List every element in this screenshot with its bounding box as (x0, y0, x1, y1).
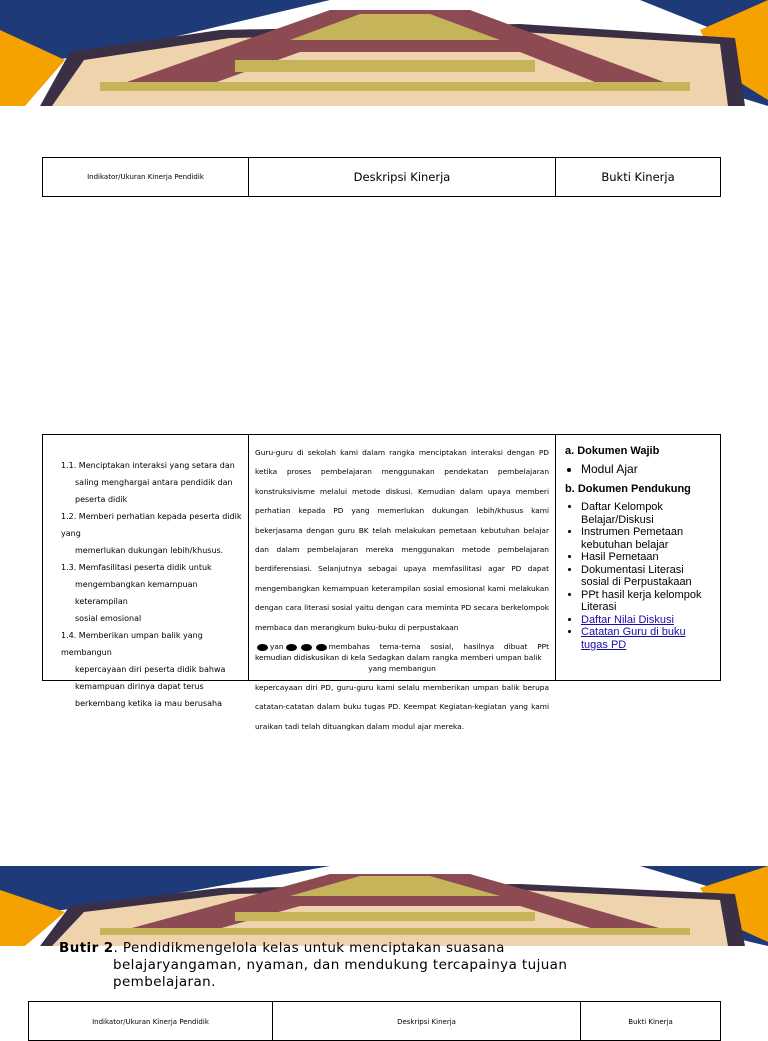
evidence-pendukung-item: • PPt hasil kerja kelompok Literasi (581, 589, 714, 614)
indicator-text-cont: kepercayaan diri peserta didik bahwa (75, 665, 226, 674)
description-fragment: yang membangun (368, 664, 436, 674)
description-paragraph: kepercayaan diri PD, guru-guru kami selalu memberikan umpan balik berupa catatan-catatan dalam buku tugas PD. Keempat Kegiatan-kegiatan yang kami uraikan tadi telah dituangkan dalam modul ajar mereka. (255, 683, 549, 731)
indicator-cell (43, 435, 249, 708)
butir-text: . Pendidikmengelola kelas untuk menciptakan suasana (113, 940, 505, 956)
evidence-link-item (581, 614, 714, 627)
evidence-link-item (581, 626, 714, 651)
indicator-text-cont: kemampuan dirinya dapat terus (75, 682, 204, 691)
banner-letter-a-graphic (0, 866, 768, 946)
indicator-text: 1.4. Memberikan umpan balik yang membangun (61, 631, 203, 657)
indicator-list (61, 457, 242, 712)
description-fragment: membahas tema-tema sosial, hasilnya dibuat PPt kemudian didiskusikan di kela (255, 642, 549, 663)
indicator-text-cont: memerlukan dukungan lebih/khusus. (75, 546, 224, 555)
evidence-list (565, 445, 714, 651)
butir-line (59, 940, 619, 957)
indicator-text-cont: mengembangkan kemampuan keterampilan (75, 580, 198, 606)
evidence-pendukung-title: b. Dokumen Pendukung (565, 483, 691, 495)
butir-line: pembelajaran. (113, 974, 216, 990)
content-table (42, 434, 721, 731)
indicator-text-cont: sosial emosional (75, 614, 142, 623)
ink-blot-icon (257, 644, 268, 651)
header-col-indikator (43, 158, 249, 196)
butir-2-heading (59, 940, 619, 991)
ink-blot-icon (301, 644, 312, 651)
indicator-item (61, 508, 242, 559)
header-col-deskripsi-label: Deskripsi Kinerja (353, 170, 451, 184)
banner-letter-a-graphic (0, 0, 768, 106)
description-fragment: yan (270, 642, 284, 652)
bottom-header-col-indikator (29, 1002, 273, 1040)
header-col-deskripsi (249, 158, 556, 196)
evidence-wajib-list (565, 461, 714, 477)
bottom-header-col-bukti (581, 1002, 720, 1040)
indicator-text: 1.3. Memfasilitasi peserta didik untuk (61, 563, 212, 572)
evidence-pendukung-item: • Daftar Kelompok Belajar/Diskusi (581, 501, 714, 526)
indicator-text: 1.2. Memberi perhatian kepada peserta didik yang (61, 512, 242, 538)
evidence-pendukung-item: • Hasil Pemetaan (581, 551, 714, 564)
bottom-header-col-indikator-label: Indikator/Ukuran Kinerja Pendidik (92, 1018, 209, 1026)
description-paragraph-garbled (255, 641, 549, 674)
bottom-header-col-bukti-label: Bukti Kinerja (628, 1018, 673, 1026)
description-cell (249, 435, 556, 731)
indicator-text: 1.1. Menciptakan interaksi yang setara dan (61, 461, 235, 470)
description-fragment: Seda (368, 653, 387, 663)
indicator-text-cont: saling menghargai antara pendidik dan (75, 478, 233, 487)
header-col-bukti (556, 158, 720, 196)
evidence-pendukung-item: • Dokumentasi Literasi sosial di Perpustakaan (581, 564, 714, 589)
butir-label: Butir 2 (59, 940, 114, 956)
bottom-decorative-banner (0, 866, 768, 946)
indicator-item (61, 457, 242, 508)
ink-blot-icon (286, 644, 297, 651)
evidence-link-nilai-diskusi[interactable]: Daftar Nilai Diskusi (581, 613, 674, 626)
bottom-header-table (28, 1001, 721, 1041)
header-col-indikator-label: Indikator/Ukuran Kinerja Pendidik (87, 173, 204, 181)
evidence-wajib-item: • Modul Ajar (581, 461, 714, 477)
header-table (42, 157, 721, 197)
evidence-cell (556, 435, 720, 680)
indicator-item (61, 559, 242, 627)
evidence-link-catatan-guru[interactable]: Catatan Guru di buku tugas PD (581, 626, 686, 651)
indicator-item (61, 627, 242, 712)
top-decorative-banner (0, 0, 768, 106)
butir-line: belajaryangaman, nyaman, dan mendukung tercapainya tujuan (113, 957, 568, 973)
ink-blot-icon (316, 644, 327, 651)
evidence-wajib-title: a. Dokumen Wajib (565, 445, 660, 457)
evidence-pendukung-item: • Instrumen Pemetaan kebutuhan belajar (581, 526, 714, 551)
indicator-text-cont: berkembang ketika ia mau berusaha (75, 699, 222, 708)
bottom-header-col-deskripsi (273, 1002, 581, 1040)
description-paragraph: Guru-guru di sekolah kami dalam rangka menciptakan interaksi dengan PD ketika proses pembelajaran menggunakan pendekatan pembelajaran konstruksivisme melalui metode diskusi. Kemudian dalam upaya memberi perhatian kepada PD yang memerlukan dukungan lebih/khusus kami bekerjasama dengan guru BK telah melakukan pemetaan kebutuhan belajar dan dalam pembelajaran mereka menggunakan metode pembelajaran berdiferensiasi. Selanjutnya sebagai upaya memfasilitasi agar PD dapat mengembangkan kemampuan keterampilan sosial emosional kami melakukan dengan cara literasi sosial yaitu dengan cara meminta PD secara berkelompok membaca dan merangkum buku-buku di perpustakaan (255, 448, 549, 632)
bottom-header-col-deskripsi-label: Deskripsi Kinerja (397, 1018, 456, 1026)
indicator-text-cont: peserta didik (75, 495, 128, 504)
description-fragment: gkan dalam rangka memberi umpan balik (386, 653, 542, 663)
description-text (255, 443, 549, 731)
evidence-pendukung-list (565, 501, 714, 651)
header-col-bukti-label: Bukti Kinerja (601, 170, 675, 184)
